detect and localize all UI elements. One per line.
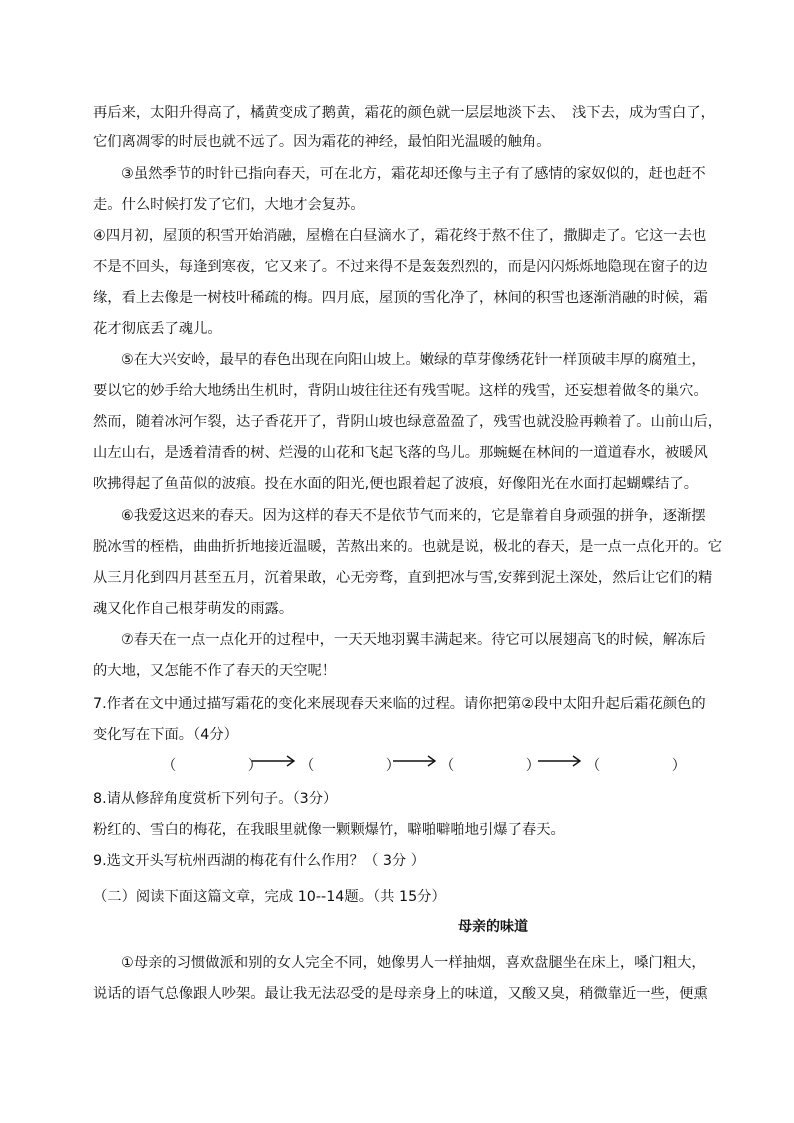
passage-line: 它们离凋零的时辰也就不远了。因为霜花的神经，最怕阳光温暖的触角。 — [93, 134, 551, 150]
passage-line: 然而，随着冰河乍裂，达子香花开了，背阴山坡也绿意盈盈了，残雪也就没脸再赖着了。山前山后， — [93, 414, 723, 430]
passage-line: ⑤在大兴安岭，最早的春色出现在向阳山坡上。嫩绿的草芽像绣花针一样顶破丰厚的腐殖土， — [121, 352, 706, 368]
passage-line: 要以它的妙手给大地绣出生机时，背阴山坡往往还有残雪呢。这样的残雪，还妄想着做冬的巢穴。 — [93, 383, 708, 399]
article-line: ①母亲的习惯做派和别的女人完全不同，她像男人一样抽烟，喜欢盘腿坐在床上，嗓门粗大， — [121, 955, 706, 971]
question-7-text: 7.作者在文中通过描写霜花的变化来展现春天来临的过程。请你把第②段中太阳升起后霜花颜色的 — [93, 696, 706, 712]
passage-line: 的大地，又怎能不作了春天的天空呢！ — [93, 663, 337, 679]
arrow-right-icon — [393, 754, 437, 768]
passage-line: 吹拂得起了鱼苗似的波痕。投在水面的阳光,便也跟着起了波痕，好像阳光在水面打起蝴蝶结了。 — [93, 476, 699, 492]
passage-line: ④四月初，屋顶的积雪开始消融，屋檐在白昼滴水了，霜花终于熬不住了，撒脚走了。它这一去也 — [93, 228, 707, 244]
passage-line: 魂又化作自己根芽萌发的雨露。 — [93, 601, 294, 617]
section-2-heading: （二）阅读下面这篇文章，完成 10--14题。（共 15分） — [93, 889, 446, 905]
passage-line: 花才彻底丢了魂儿。 — [93, 321, 222, 337]
answer-blank-3[interactable]: （ ） — [440, 758, 541, 774]
article-title: 母亲的味道 — [458, 919, 528, 935]
passage-line: 再后来，太阳升得高了，橘黄变成了鹅黄，霜花的颜色就一层层地淡下去、 浅下去，成为雪白了， — [93, 105, 715, 121]
passage-line: ⑦春天在一点一点化开的过程中，一天天地羽翼丰满起来。待它可以展翅高飞的时候，解冻后 — [121, 632, 706, 648]
arrow-right-icon — [538, 754, 582, 768]
answer-blank-2[interactable]: （ ） — [300, 758, 401, 774]
passage-line: ③虽然季节的时针已指向春天，可在北方，霜花却还像与主子有了感情的家奴似的，赶也赶不 — [121, 166, 706, 182]
passage-line: 山左山右，是透着清香的树、烂漫的山花和飞起飞落的鸟儿。那蜿蜒在林间的一道道春水，被暖风 — [93, 445, 708, 461]
question-9-text: 9.选文开头写杭州西湖的梅花有什么作用？（ 3分 ） — [93, 853, 426, 869]
answer-blank-1[interactable]: （ ） — [162, 758, 263, 774]
question-8-sentence: 粉红的、雪白的梅花，在我眼里就像一颗颗爆竹，噼啪噼啪地引爆了春天。 — [93, 822, 565, 838]
passage-line: 走。什么时候打发了它们，大地才会复苏。 — [93, 197, 365, 213]
passage-line: ⑥我爱这迟来的春天。因为这样的春天不是依节气而来的，它是靠着自身顽强的拼争，逐渐摆 — [121, 508, 706, 524]
passage-line: 缘，看上去像是一树枝叶稀疏的梅。四月底，屋顶的雪化净了，林间的积雪也逐渐消融的时候，霜 — [93, 290, 708, 306]
passage-line: 从三月化到四月甚至五月，沉着果敢，心无旁骛，直到把冰与雪,安葬到泥土深处，然后让它们的精 — [93, 570, 713, 586]
passage-line: 脱冰雪的桎梏，曲曲折折地接近温暖，苦熬出来的。也就是说，极北的春天，是一点一点化开的。它 — [93, 539, 723, 555]
answer-blank-4[interactable]: （ ） — [586, 758, 687, 774]
question-8-text: 8.请从修辞角度赏析下列句子。（3分） — [93, 791, 338, 807]
arrow-right-icon — [252, 754, 296, 768]
passage-line: 不是不回头，每逢到寒夜，它又来了。不过来得不是轰轰烈烈的，而是闪闪烁烁地隐现在窗子的边 — [93, 259, 708, 275]
article-line: 说话的语气总像跟人吵架。最让我无法忍受的是母亲身上的味道，又酸又臭，稍微靠近一些，便熏 — [93, 986, 708, 1002]
question-7-text: 变化写在下面。（4分） — [93, 727, 238, 743]
